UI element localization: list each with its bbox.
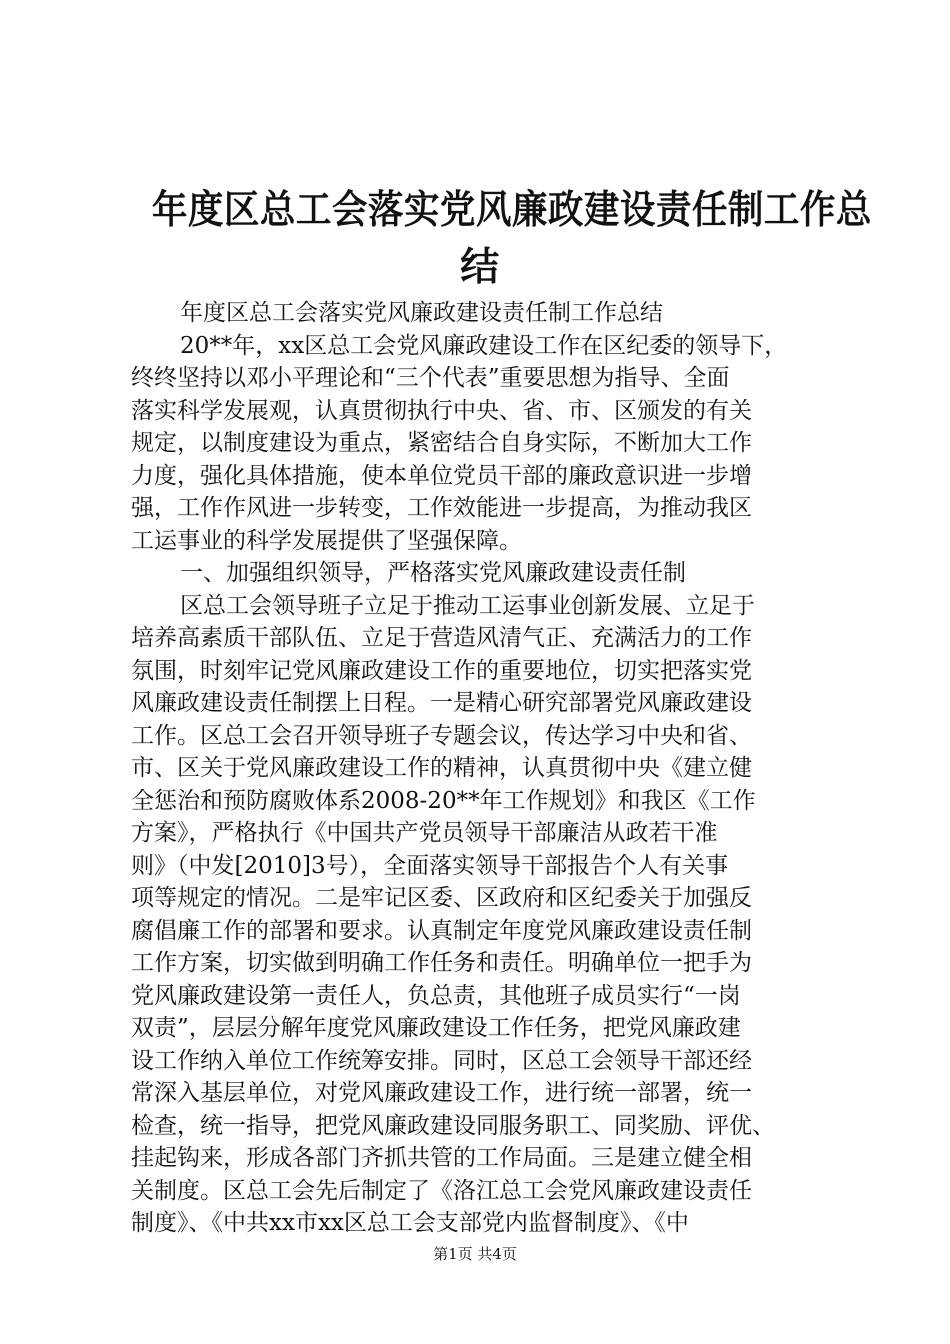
- paragraph-line: 终终坚持以邓小平理论和“三个代表”重要思想为指导、全面: [131, 365, 730, 391]
- subtitle: 年度区总工会落实党风廉政建设责任制工作总结: [180, 300, 663, 326]
- paragraph-line: 氛围，时刻牢记党风廉政建设工作的重要地位，切实把落实党: [131, 658, 752, 684]
- paragraph-line: 关制度。区总工会先后制定了《洛江总工会党风廉政建设责任: [131, 1178, 752, 1204]
- paragraph-line: 工作。区总工会召开领导班子专题会议，传达学习中央和省、: [131, 723, 752, 749]
- paragraph-line: 强，工作作风进一步转变，工作效能进一步提高，为推动我区: [131, 495, 752, 521]
- paragraph-line: 工运事业的科学发展提供了坚强保障。: [131, 528, 522, 554]
- paragraph-line: 规定，以制度建设为重点，紧密结合自身实际，不断加大工作: [131, 430, 752, 456]
- section-heading: 一、加强组织领导，严格落实党风廉政建设责任制: [180, 560, 686, 586]
- paragraph-line: 则》（中发[2010]3号），全面落实领导干部报告个人有关事: [131, 853, 729, 879]
- paragraph-line: 全惩治和预防腐败体系2008-20**年工作规划》和我区《工作: [131, 788, 756, 814]
- paragraph-line: 腐倡廉工作的部署和要求。认真制定年度党风廉政建设责任制: [131, 918, 752, 944]
- page-number-footer: 第1页 共4页: [433, 1245, 517, 1263]
- paragraph-line: 常深入基层单位，对党风廉政建设工作，进行统一部署，统一: [131, 1080, 752, 1106]
- paragraph-line: 设工作纳入单位工作统筹安排。同时，区总工会领导干部还经: [131, 1048, 752, 1074]
- paragraph-line: 区总工会领导班子立足于推动工运事业创新发展、立足于: [180, 593, 755, 619]
- paragraph-line: 落实科学发展观，认真贯彻执行中央、省、市、区颁发的有关: [131, 398, 752, 424]
- document-title-line-2: 结: [460, 244, 500, 290]
- document-title-line-1: 年度区总工会落实党风廉政建设责任制工作总: [151, 187, 872, 233]
- paragraph-line: 培养高素质干部队伍、立足于营造风清气正、充满活力的工作: [131, 625, 752, 651]
- paragraph-line: 风廉政建设责任制摆上日程。一是精心研究部署党风廉政建设: [131, 690, 752, 716]
- paragraph-line: 力度，强化具体措施，使本单位党员干部的廉政意识进一步增: [131, 463, 752, 489]
- paragraph-line: 挂起钩来，形成各部门齐抓共管的工作局面。三是建立健全相: [131, 1145, 752, 1171]
- paragraph-line: 工作方案，切实做到明确工作任务和责任。明确单位一把手为: [131, 950, 752, 976]
- paragraph-line: 党风廉政建设第一责任人，负总责，其他班子成员实行“一岗: [131, 983, 741, 1009]
- paragraph-line: 检查，统一指导，把党风廉政建设同服务职工、同奖励、评优、: [131, 1113, 775, 1139]
- paragraph-line: 方案》，严格执行《中国共产党员领导干部廉洁从政若干准: [131, 820, 718, 846]
- paragraph-line: 制度》、《中共xx市xx区总工会支部党内监督制度》、《中: [131, 1210, 689, 1236]
- paragraph-line: 市、区关于党风廉政建设工作的精神，认真贯彻中央《建立健: [131, 755, 752, 781]
- paragraph-line: 20**年，xx区总工会党风廉政建设工作在区纪委的领导下，: [180, 333, 788, 359]
- paragraph-line: 项等规定的情况。二是牢记区委、区政府和区纪委关于加强反: [131, 885, 752, 911]
- paragraph-line: 双责”，层层分解年度党风廉政建设工作任务，把党风廉政建: [131, 1015, 741, 1041]
